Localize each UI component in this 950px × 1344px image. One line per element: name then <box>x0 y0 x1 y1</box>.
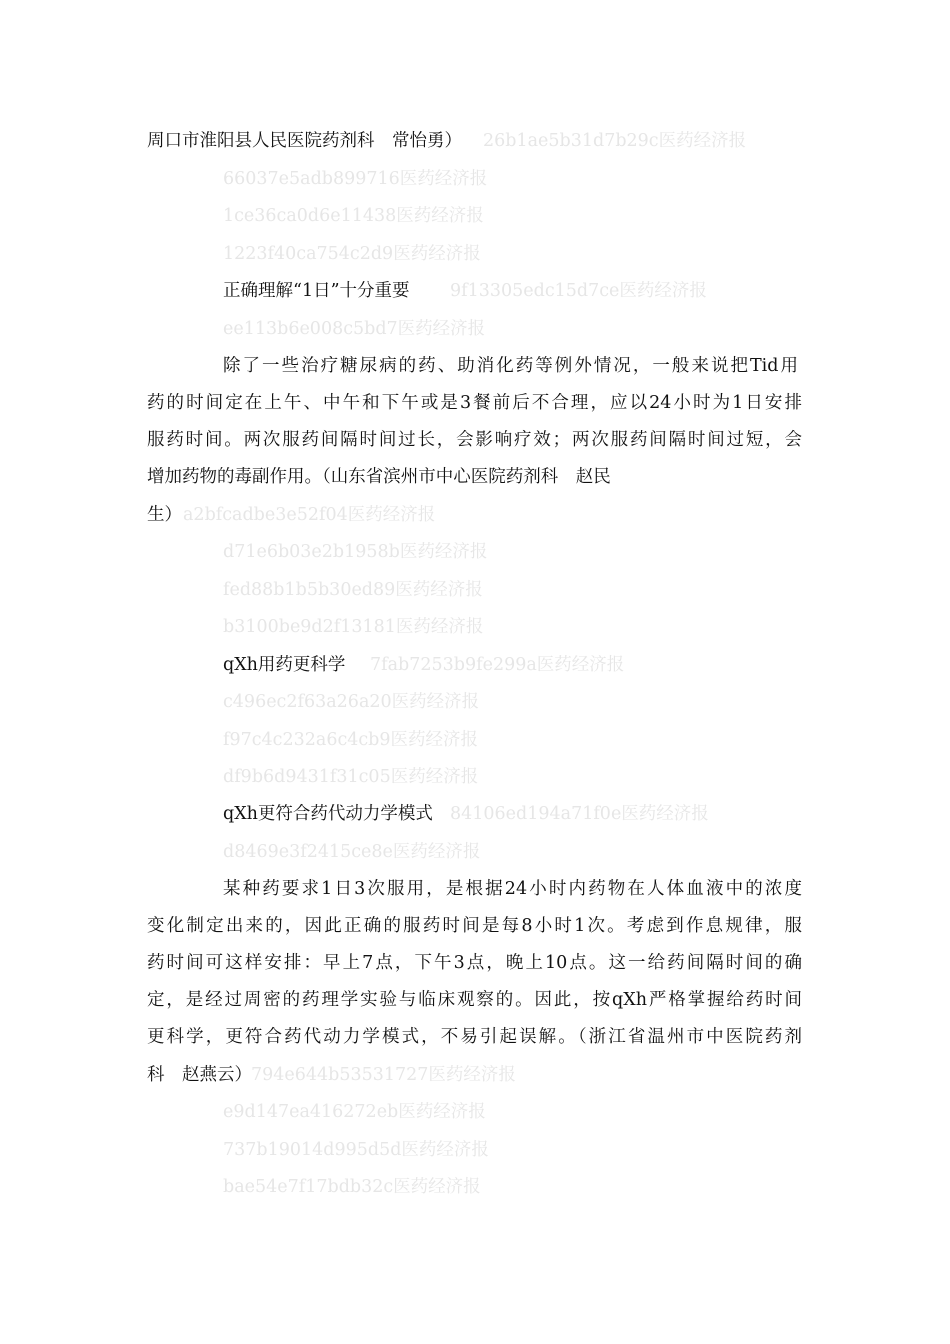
watermark-text: ee113b6e008c5bd7医药经济报 <box>223 319 486 339</box>
section-heading: qXh用药更科学 <box>223 655 346 675</box>
paragraph-tail-author: 周口市淮阳县人民医院药剂科 常怡勇） <box>147 131 462 151</box>
watermark-text: c496ec2f63a26a20医药经济报 <box>223 692 480 712</box>
watermark-text: bae54e7f17bdb32c医药经济报 <box>223 1177 481 1197</box>
watermark-text: f97c4c232a6c4cb9医药经济报 <box>223 730 479 750</box>
watermark-text: 1ce36ca0d6e11438医药经济报 <box>223 206 484 226</box>
watermark-text: 9f13305edc15d7ce医药经济报 <box>450 281 707 301</box>
body-text-line: 更科学，更符合药代动力学模式，不易引起误解。（浙江省温州市中医院药剂 <box>147 1027 802 1047</box>
section-heading: 正确理解“1日”十分重要 <box>223 281 410 301</box>
section-heading: qXh更符合药代动力学模式 <box>223 804 433 824</box>
body-text-line: 某种药要求1日3次服用，是根据24小时内药物在人体血液中的浓度 <box>223 879 802 899</box>
body-text-line: 变化制定出来的，因此正确的服药时间是每8小时1次。考虑到作息规律，服 <box>147 916 802 936</box>
body-text-line: 增加药物的毒副作用。（山东省滨州市中心医院药剂科 赵民 <box>147 467 611 487</box>
watermark-text: e9d147ea416272eb医药经济报 <box>223 1102 486 1122</box>
watermark-text: 7fab7253b9fe299a医药经济报 <box>370 655 625 675</box>
watermark-text: 737b19014d995d5d医药经济报 <box>223 1140 489 1160</box>
body-text-line: 药时间可这样安排：早上7点，下午3点，晚上10点。这一给药间隔时间的确 <box>147 953 802 973</box>
watermark-text: b3100be9d2f13181医药经济报 <box>223 617 484 637</box>
watermark-text: fed88b1b5b30ed89医药经济报 <box>223 580 483 600</box>
watermark-text: a2bfcadbe3e52f04医药经济报 <box>183 505 436 525</box>
watermark-text: d8469e3f2415ce8e医药经济报 <box>223 842 481 862</box>
watermark-text: df9b6d9431f31c05医药经济报 <box>223 767 479 787</box>
watermark-text: 84106ed194a71f0e医药经济报 <box>450 804 709 824</box>
watermark-text: 794e644b53531727医药经济报 <box>251 1065 516 1085</box>
body-text-line: 除了一些治疗糖尿病的药、助消化药等例外情况，一般来说把Tid用 <box>223 356 798 376</box>
body-text-line: 服药时间。两次服药间隔时间过长，会影响疗效；两次服药间隔时间过短，会 <box>147 430 802 450</box>
watermark-text: 66037e5adb899716医药经济报 <box>223 169 488 189</box>
body-text-line: 定，是经过周密的药理学实验与临床观察的。因此，按qXh严格掌握给药时间 <box>147 990 802 1010</box>
body-text-line: 药的时间定在上午、中午和下午或是3餐前后不合理，应以24小时为1日安排 <box>147 393 802 413</box>
body-text-line: 生） <box>147 505 182 525</box>
body-text-line: 科 赵燕云） <box>147 1065 252 1085</box>
watermark-text: d71e6b03e2b1958b医药经济报 <box>223 542 488 562</box>
watermark-text: 26b1ae5b31d7b29c医药经济报 <box>483 131 747 151</box>
watermark-text: 1223f40ca754c2d9医药经济报 <box>223 244 481 264</box>
